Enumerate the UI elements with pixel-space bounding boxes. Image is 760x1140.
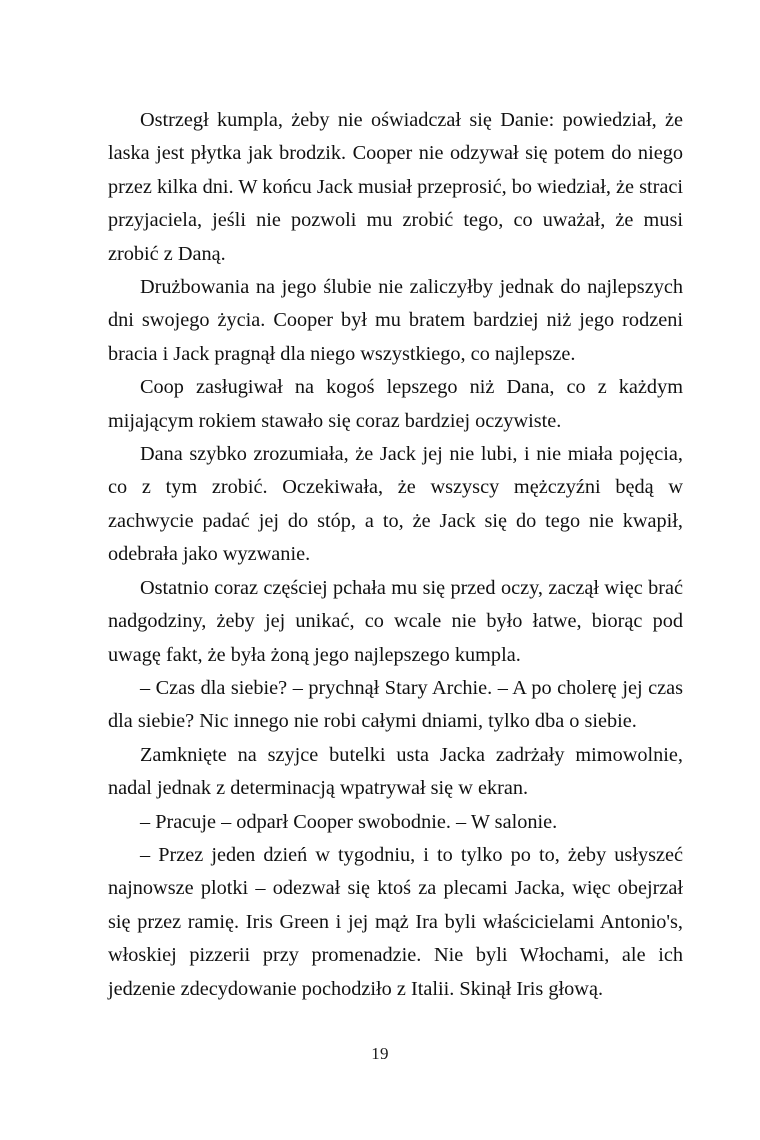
paragraph: Ostatnio coraz częściej pchała mu się przed oczy, zaczął więc brać nadgodziny, żeby jej unikać, co wcale nie było łatwe, biorąc pod uwagę fakt, że była żoną jego najlepszego kumpla. (108, 576, 683, 666)
dialogue-paragraph: – Przez jeden dzień w tygodniu, i to tylko po to, żeby usłyszeć najnowsze plotki – odezwał się ktoś za plecami Jacka, więc obejrzał się przez ramię. Iris Green i jej mąż Ira byli właścicielami Antonio's, włoskiej pizzerii przy promenadzie. Nie byli Włochami, ale ich jedzenie zdecydowanie pochodziło z Italii. Skinął Iris głową. (108, 843, 683, 1000)
paragraph: Ostrzegł kumpla, żeby nie oświadczał się Danie: powiedział, że laska jest płytka jak brodzik. Cooper nie odzywał się potem do niego przez kilka dni. W końcu Jack musiał przeprosić, bo wiedział, że straci przyjaciela, jeśli nie pozwoli mu zrobić tego, co uważał, że musi zrobić z Daną. (108, 109, 683, 265)
paragraph: Zamknięte na szyjce butelki usta Jacka zadrżały mimowolnie, nadal jednak z determinacją wpatrywał się w ekran. (108, 743, 683, 800)
page-body-text (108, 104, 683, 1006)
page-number: 19 (371, 1044, 389, 1063)
paragraph: Dana szybko zrozumiała, że Jack jej nie lubi, i nie miała pojęcia, co z tym zrobić. Oczekiwała, że wszyscy mężczyźni będą w zachwycie padać jej do stóp, a to, że Jack się do tego nie kwapił, odebrała jako wyzwanie. (108, 443, 683, 566)
dialogue-paragraph: – Czas dla siebie? – prychnął Stary Archie. – A po cholerę jej czas dla siebie? Nic innego nie robi całymi dniami, tylko dba o siebie. (108, 676, 683, 733)
paragraph: Coop zasługiwał na kogoś lepszego niż Dana, co z każdym mijającym rokiem stawało się coraz bardziej oczywiste. (108, 376, 683, 432)
dialogue-paragraph: – Pracuje – odparł Cooper swobodnie. – W salonie. (140, 810, 558, 833)
paragraph: Drużbowania na jego ślubie nie zaliczyłby jednak do najlepszych dni swojego życia. Cooper był mu bratem bardziej niż jego rodzeni bracia i Jack pragnął dla niego wszystkiego, co najlepsze. (108, 276, 683, 365)
